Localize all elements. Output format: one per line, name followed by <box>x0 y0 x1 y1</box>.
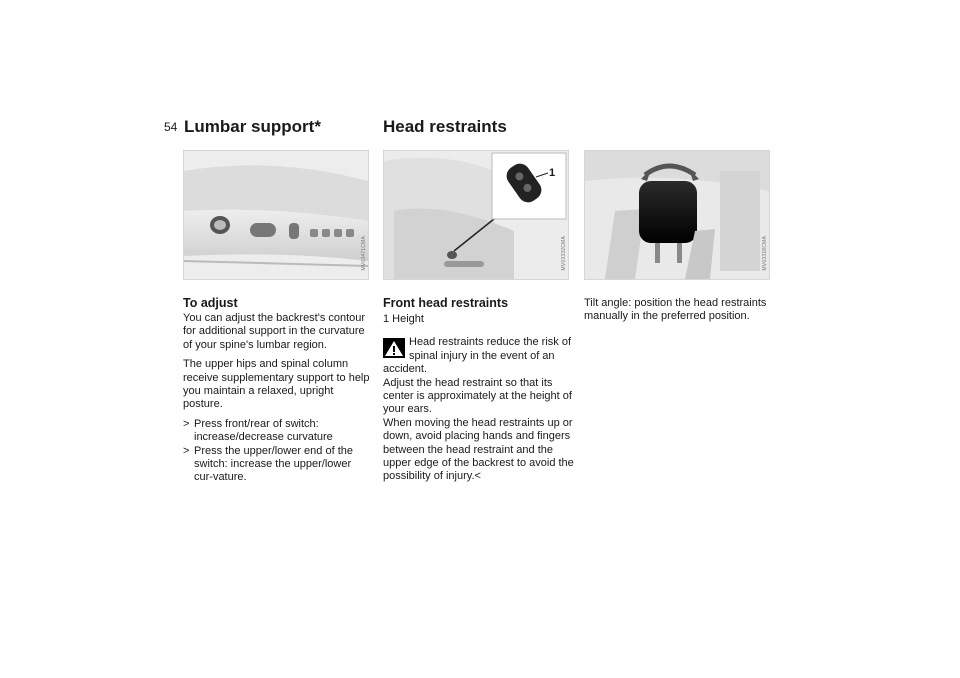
head-restraints-heading: Head restraints <box>383 117 507 136</box>
bullet-arrow-icon: > <box>183 417 190 430</box>
bullet-arrow-icon: > <box>183 444 190 457</box>
warning-line-3: accident. <box>383 363 428 376</box>
list-item: > Press front/rear of switch: increase/decrease curvature <box>183 417 333 444</box>
tilt-angle-text: Tilt angle: position the head restraints manually in the preferred position. <box>584 297 767 323</box>
lumbar-text-column <box>183 296 373 485</box>
lumbar-switch-photo <box>183 150 369 280</box>
photo-code: MV03332CMA <box>561 236 567 271</box>
lumbar-support-heading: Lumbar support* <box>184 117 321 136</box>
head-restraint-tilt-photo <box>584 150 770 280</box>
warning-line-2: spinal injury in the event of an <box>409 349 555 362</box>
warning-adjust-text: Adjust the head restraint so that its center is approximately at the height of your ears. <box>383 376 572 416</box>
list-item: > Press the upper/lower end of the switch: increase the upper/lower cur-vature. <box>183 444 353 484</box>
head-restraints-text-column <box>383 296 575 484</box>
lumbar-paragraph-1: You can adjust the backrest's contour for additional support in the curvature of your spine's lumbar region. <box>183 312 366 351</box>
warning-block <box>383 336 575 363</box>
callout-number: 1 <box>549 167 556 179</box>
page-number: 54 <box>164 120 178 134</box>
head-restraint-switch-photo <box>383 150 569 280</box>
to-adjust-heading: To adjust <box>183 296 238 310</box>
warning-moving-text: When moving the head restraints up or down, avoid placing hands and fingers between the head restraint and the upper edge of the backrest to avoid the possibility of injury.< <box>383 416 574 483</box>
photo-code: MV03471CMA <box>361 236 367 271</box>
legend-item-height: 1 Height <box>383 313 424 325</box>
front-head-restraints-heading: Front head restraints <box>383 296 509 310</box>
photo-code: MV03318CMA <box>762 236 768 271</box>
warning-line-1: Head restraints reduce the risk of <box>409 336 572 349</box>
end-mark: < <box>474 470 481 483</box>
lumbar-paragraph-2: The upper hips and spinal column receive supplementary support to help you maintain a relaxed, upright posture. <box>183 358 370 411</box>
warning-triangle-icon <box>383 338 405 358</box>
